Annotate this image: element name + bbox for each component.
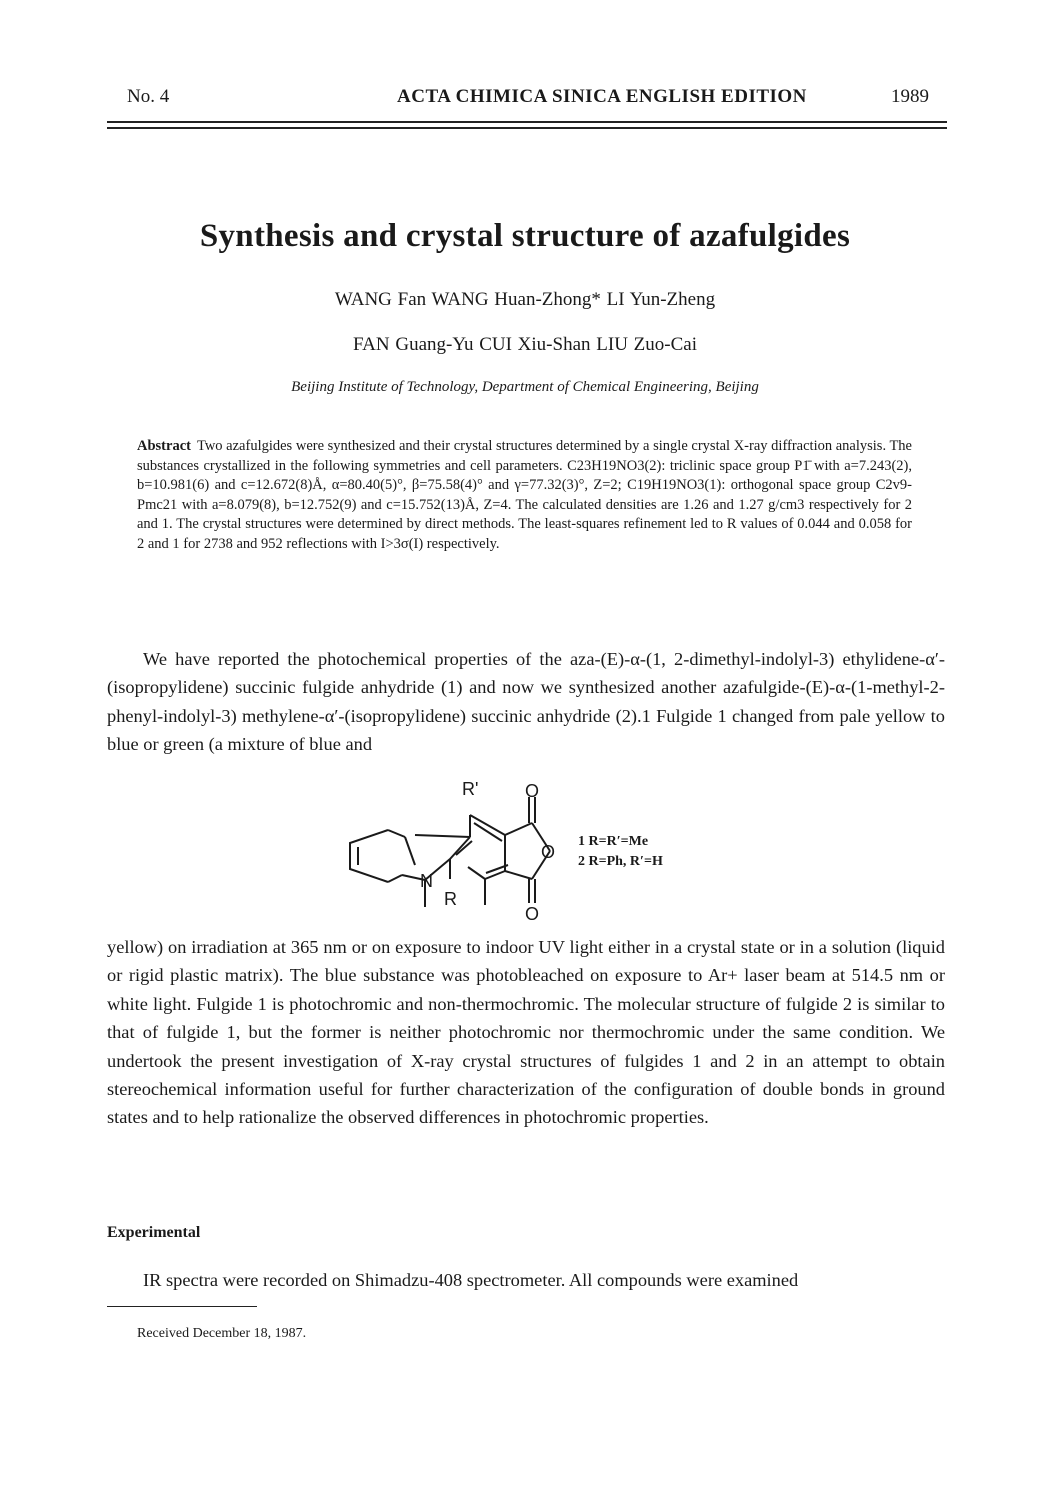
structure-figure [340,775,720,925]
abstract-label: Abstract [137,438,191,454]
authors-line-2: FAN Guang-Yu CUI Xiu-Shan LIU Zuo-Cai [353,334,697,355]
atom-label-o-ring: O [541,842,556,862]
figure-legend-2: 2 R=Ph, R′=H [578,854,663,869]
affiliation: Beijing Institute of Technology, Department of Chemical Engineering, Beijing [291,379,759,395]
journal-name: ACTA CHIMICA SINICA ENGLISH EDITION [397,86,807,107]
paper-title: Synthesis and crystal structure of azafulgides [199,218,851,254]
section-heading-experimental: Experimental [107,1224,201,1241]
experimental-paragraph-1: IR spectra were recorded on Shimadzu-408 spectrometer. All compounds were examined [143,1270,799,1290]
footnote-rule [107,1306,257,1307]
header-rule-bottom [107,127,947,129]
abstract [137,437,912,554]
issue-number: No. 4 [127,86,170,107]
intro-paragraph-1: We have reported the photochemical properties of the aza-(E)-α-(1, 2-dimethyl-indolyl-3) ethylidene-α′-(isopropylidene) succinic fulgide anhydride (1) and now we synthesized another azafulgide-(E)-α-(1-methyl-2-phenyl-indolyl-3) methylene-α′-(isopropylidene) succinic anhydride (2).1 Fulgide 1 changed from pale yellow to blue or green (a mixture of blue and [107,649,945,755]
abstract-text: Two azafulgides were synthesized and their crystal structures determined by a single crystal X-ray diffraction analysis. The substances crystallized in the following symmetries and cell parameters. C23H19NO3(2): triclinic space group P1̄ with a=7.243(2), b=10.981(6) and c=12.672(8)Å, α=80.40(5)°, β=75.58(4)° and γ=77.32(3)°, Z=2; C19H19NO3(1): orthogonal space group C2v9-Pmc21 with a=8.079(8), b=12.752(9) and c=15.752(13)Å, Z=4. The calculated densities are 1.26 and 1.27 g/cm3 respectively for 2 and 1. The crystal structures were determined by direct methods. The least-squares refinement led to R values of 0.044 and 0.058 for 2 and 1 for 2738 and 952 reflections with I>3σ(I) respectively. [137,438,912,552]
intro-paragraph-2: yellow) on irradiation at 365 nm or on exposure to indoor UV light either in a crystal state or in a solution (liquid or rigid plastic matrix). The blue substance was photobleached on exposure to Ar+ laser beam at 514.5 nm or white light. Fulgide 1 is photochromic and non-thermochromic. The molecular structure of fulgide 2 is similar to that of fulgide 1, but the former is neither photochromic nor thermochromic under the same condition. We undertook the present investigation of X-ray crystal structures of fulgides 1 and 2 in an attempt to obtain stereochemical information useful for further characterization of the configuration of double bonds in ground states and to help rationalize the observed differences in photochromic properties. [107,937,945,1128]
atom-label-o-top: O [525,781,540,801]
authors-line-1: WANG Fan WANG Huan-Zhong* LI Yun-Zheng [334,289,716,310]
publication-year: 1989 [891,86,929,107]
atom-label-n: N [420,871,433,891]
atom-label-o-bottom: O [525,904,540,924]
figure-legend-1: 1 R=R′=Me [578,834,649,849]
running-header [107,86,947,110]
header-rule-top [107,121,947,123]
atom-label-rprime: R' [462,779,479,799]
footnote-received: Received December 18, 1987. [137,1326,307,1341]
atom-label-r: R [444,889,457,909]
